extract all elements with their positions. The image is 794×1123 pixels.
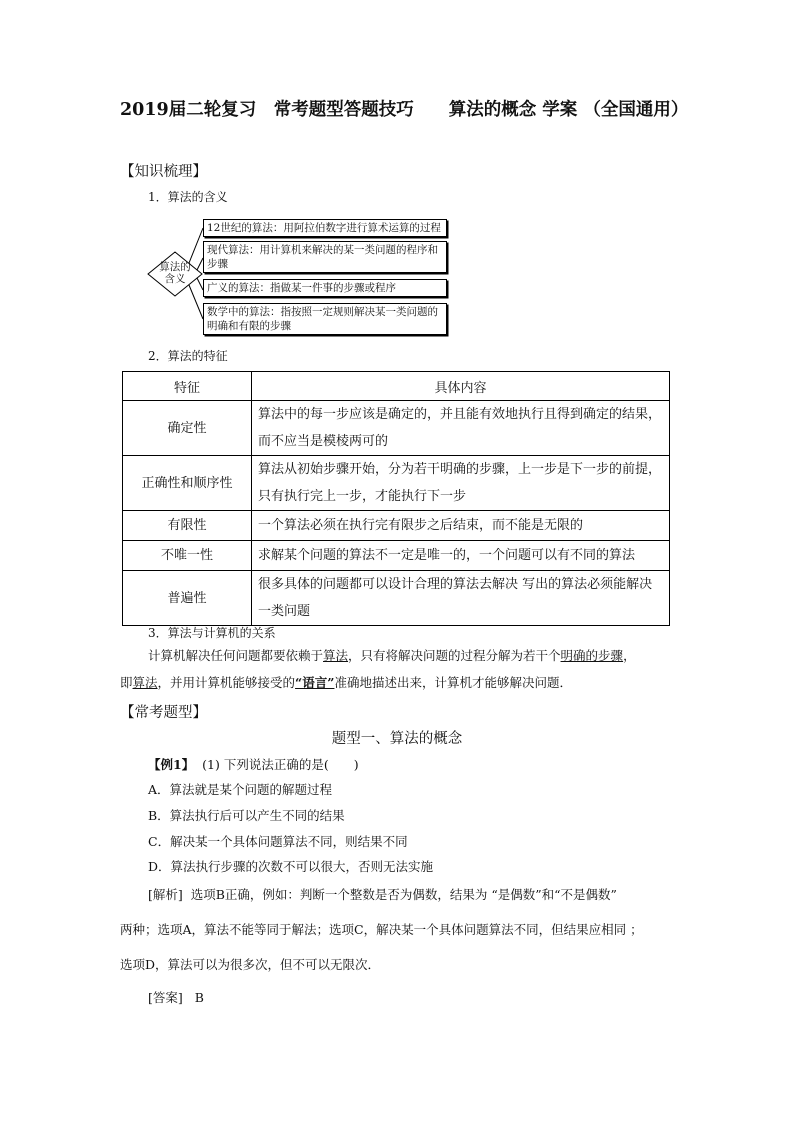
relation-paragraph-line1 bbox=[148, 642, 678, 669]
feature-content: 求解某个问题的算法不一定是唯一的，一个问题可以有不同的算法 bbox=[252, 541, 670, 571]
analysis-label: [解析] bbox=[148, 887, 183, 902]
feature-name: 确定性 bbox=[123, 401, 252, 456]
relation-underlined: “语言” bbox=[295, 675, 335, 690]
section-common-types-heading: 【常考题型】 bbox=[120, 705, 207, 721]
topic-heading: 题型一、算法的概念 bbox=[331, 731, 463, 747]
table-row bbox=[123, 571, 670, 626]
relation-paragraph-line2 bbox=[120, 669, 680, 696]
feature-content: 算法从初始步骤开始，分为若干明确的步骤，上一步是下一步的前提，只有执行完上一步，才能执行下一步 bbox=[252, 456, 670, 511]
subheading-meaning: 1．算法的含义 bbox=[148, 190, 228, 204]
relation-underlined: 算法 bbox=[323, 648, 349, 663]
table-row bbox=[123, 511, 670, 541]
relation-underlined: 算法 bbox=[132, 675, 158, 690]
relation-text: 准确地描述出来，计算机才能够解决问题． bbox=[334, 675, 572, 690]
relation-text: ， bbox=[623, 648, 636, 663]
subheading-relation: 3．算法与计算机的关系 bbox=[148, 626, 276, 640]
diagram-box-modern: 现代算法：用计算机来解决的某一类问题的程序和步骤 bbox=[203, 241, 447, 273]
analysis-line1 bbox=[148, 885, 688, 903]
analysis-line2: 两种；选项A，算法不能等同于解法；选项C，解决某一个具体问题算法不同，但结果应相同 ； bbox=[120, 922, 643, 937]
feature-name: 正确性和顺序性 bbox=[123, 456, 252, 511]
feature-content: 一个算法必须在执行完有限步之后结束，而不能是无限的 bbox=[252, 511, 670, 541]
analysis-line3: 选项D，算法可以为很多次，但不可以无限次． bbox=[120, 957, 381, 972]
feature-name: 有限性 bbox=[123, 511, 252, 541]
relation-text: 即 bbox=[120, 675, 133, 690]
answer-label: [答案] bbox=[148, 990, 183, 1005]
diagram-box-12th-century: 12世纪的算法：用阿拉伯数字进行算术运算的过程 bbox=[203, 219, 447, 237]
option-b: B．算法执行后可以产生不同的结果 bbox=[148, 808, 345, 823]
features-table bbox=[122, 371, 670, 626]
example-stem: (1) 下列说法正确的是( ) bbox=[202, 757, 359, 772]
table-row bbox=[123, 541, 670, 571]
table-header-row bbox=[123, 372, 670, 401]
option-d: D．算法执行步骤的次数不可以很大，否则无法实施 bbox=[148, 859, 434, 874]
document-title: 2019届二轮复习 常考题型答题技巧 算法的概念 学案 （全国通用） bbox=[120, 100, 689, 120]
table-row bbox=[123, 456, 670, 511]
relation-text: ，并用计算机能够接受的 bbox=[157, 675, 296, 690]
diagram-center-label: 算法的含义 bbox=[159, 261, 191, 285]
diagram-box-math: 数学中的算法：指按照一定规则解决某一类问题的明确和有限的步骤 bbox=[203, 303, 447, 335]
feature-name: 不唯一性 bbox=[123, 541, 252, 571]
option-c: C．解决某一个具体问题算法不同，则结果不同 bbox=[148, 834, 408, 849]
diagram-box-broad: 广义的算法：指做某一件事的步骤或程序 bbox=[203, 279, 447, 297]
subheading-features: 2．算法的特征 bbox=[148, 349, 228, 363]
feature-content: 算法中的每一步应该是确定的，并且能有效地执行且得到确定的结果，而不应当是模棱两可的 bbox=[252, 401, 670, 456]
analysis-text: 选项B正确，例如：判断一个整数是否为偶数，结果为 “是偶数”和“不是偶数” bbox=[190, 887, 617, 902]
feature-name: 普遍性 bbox=[123, 571, 252, 626]
answer-line bbox=[148, 988, 204, 1006]
section-knowledge-heading: 【知识梳理】 bbox=[120, 164, 207, 180]
algorithm-meaning-diagram bbox=[145, 214, 455, 338]
relation-underlined: 明确的步骤 bbox=[560, 648, 624, 663]
relation-text: 计算机解决任何问题都要依赖于 bbox=[148, 648, 324, 663]
example-label: 【例1】 bbox=[148, 757, 195, 772]
header-feature: 特征 bbox=[123, 372, 252, 401]
table-row bbox=[123, 401, 670, 456]
option-a: A．算法就是某个问题的解题过程 bbox=[148, 782, 333, 797]
answer-value: B bbox=[194, 990, 204, 1005]
relation-text: ，只有将解决问题的过程分解为若干个 bbox=[348, 648, 561, 663]
example-stem-line bbox=[148, 755, 359, 773]
feature-content: 很多具体的问题都可以设计合理的算法去解决 写出的算法必须能解决一类问题 bbox=[252, 571, 670, 626]
header-content: 具体内容 bbox=[252, 372, 670, 401]
